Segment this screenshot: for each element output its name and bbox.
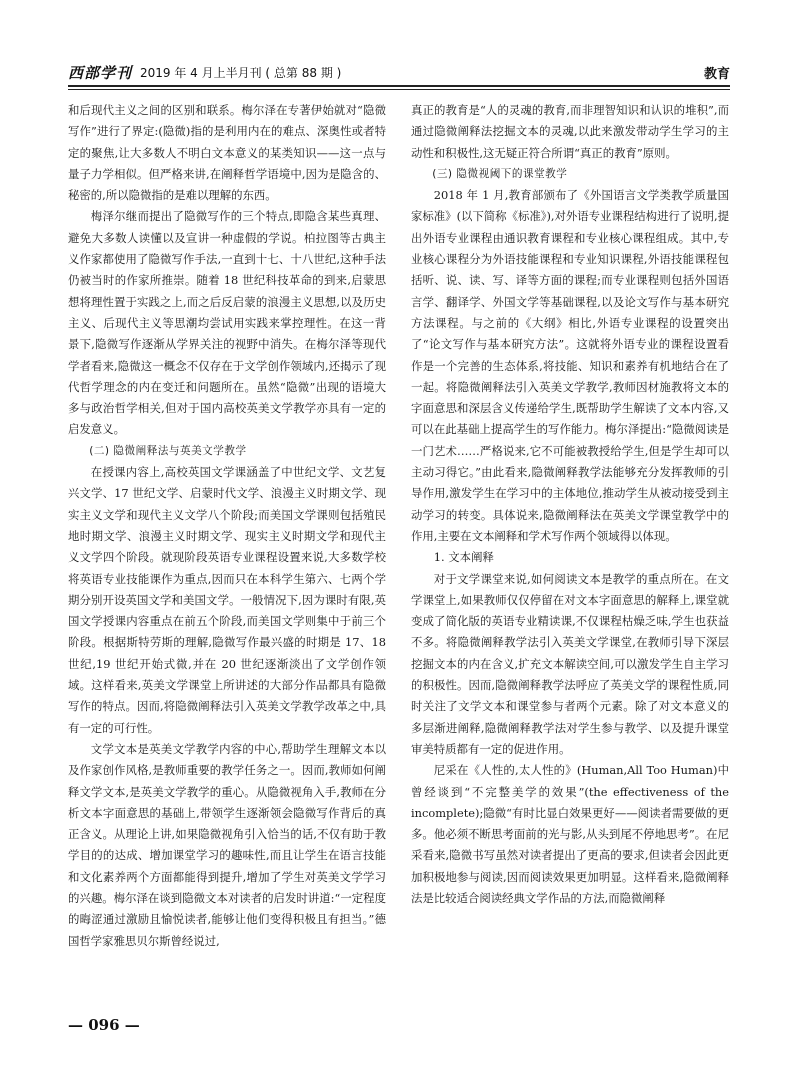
section-subheading: (三) 隐微视阈下的课堂教学 — [432, 167, 568, 180]
header-rule-thick — [68, 85, 730, 87]
paragraph: 尼采在《人性的,太人性的》(Human,All Too Human)中曾经谈到“不完整美学的效果”(the effectiveness of the incomplete);隐微“有时比显白效果更好——阅读者需要做的更多。他必须不断思考面前的光与影,从头到尾不停地思考”。在尼采看来,隐微书写虽然对读者提出了更高的要求,但读者会因此更加积极地参与阅读,因而阅读效果更加明显。这样看来,隐微阐释法是比较适合阅读经典文学作品的方法,而隐微阐释 — [411, 763, 729, 905]
paragraph: 和后现代主义之间的区别和联系。梅尔泽在专著伊始就对“隐微写作”进行了界定:(隐微)指的是利用内在的难点、深奥性或者特定的聚焦,让大多数人不明白文本意义的某类知识——这一点与量子力学相似。但严格来讲,在阐释哲学语境中,因为是隐含的、秘密的,所以隐微指的是难以理解的东西。 — [68, 103, 386, 203]
section-label: 教育 — [703, 67, 730, 82]
paragraph: 梅泽尔继而提出了隐微写作的三个特点,即隐含某些真理、避免大多数人读懂以及宣讲一种虚假的学说。柏拉图等古典主义作家都使用了隐微写作手法,一直到十七、十八世纪,这种手法仍被当时的作家所推崇。随着 18 世纪科技革命的到来,启蒙思想将理性置于实践之上,而之后反启蒙的浪漫主义思想,以及历史主义、后现代主义等思潮均尝试用实践来掌控理性。在这一背景下,隐微写作逐渐从学界关注的视野中消失。在梅尔泽等现代学者看来,隐微这一概念不仅存在于文学创作领域内,还揭示了现代哲学理念的内在变迁和问题所在。虽然“隐微”出现的语境大多与政治哲学相关,但对于国内高校英美文学教学亦具有一定的启发意义。 — [68, 209, 386, 437]
left-column — [68, 100, 386, 952]
page-number: — 096 — — [68, 1016, 140, 1034]
paragraph: 在授课内容上,高校英国文学课涵盖了中世纪文学、文艺复兴文学、17 世纪文学、启蒙时代文学、浪漫主义时期文学、现实主义文学和现代主义文学八个阶段;而美国文学课则包括殖民地时期文学、浪漫主义时期文学、现实主义时期文学和现代主义文学四个阶段。就现阶段英语专业课程设置来说,大多数学校将英语专业技能课作为重点,因而只在本科学生第六、七两个学期分别开设英国文学和美国文学。一般情况下,因为课时有限,英国文学授课内容重点在前五个阶段,而美国文学则集中于前三个阶段。根据斯特劳斯的理解,隐微写作最兴盛的时期是 17、18 世纪,19 世纪开始式微,并在 20 世纪逐渐淡出了文学创作领域。这样看来,英美文学课堂上所讲述的大部分作品都具有隐微写作的特点。因而,将隐微阐释法引入英美文学教学改革之中,具有一定的可行性。 — [68, 465, 386, 735]
paragraph: 文学文本是英美文学教学内容的中心,帮助学生理解文本以及作家创作风格,是教师重要的教学任务之一。因而,教师如何阐释文学文本,是英美文学教学的重心。从隐微视角入手,教师在分析文本字面意思的基础上,带领学生逐渐领会隐微写作背后的真正含义。从理论上讲,如果隐微视角引入恰当的话,不仅有助于教学目的的达成、增加课堂学习的趣味性,而且让学生在语言技能和文化素养两个方面都能得到提升,增加了学生对英美文学学习的兴趣。梅尔泽在谈到隐微文本对读者的启发时讲道:“一定程度的晦涩通过激励且愉悦读者,能够让他们变得积极且有担当。”德国哲学家雅思贝尔斯曾经说过, — [68, 741, 386, 948]
journal-masthead: 西部学刊 — [68, 64, 133, 82]
issue-info: 2019 年 4 月上半月刊 ( 总第 88 期 ) — [140, 66, 342, 80]
paragraph: 2018 年 1 月,教育部颁布了《外国语言文学类教学质量国家标准》(以下简称《标准》),对外语专业课程结构进行了说明,提出外语专业课程由通识教育课程和专业核心课程组成。其中,专业核心课程分为外语技能课程和专业知识课程,外语技能课程包括听、说、读、写、译等方面的课程;而专业课程则包括外国语言学、翻译学、外国文学等基础课程,以及论文写作与基本研究方法课程。与之前的《大纲》相比,外语专业课程的设置突出了“论文写作与基本研究方法”。这就将外语专业的课程设置看作是一个完善的生态体系,将技能、知识和素养有机地结合在了一起。将隐微阐释法引入英美文学教学,教师因材施教将文本的字面意思和深层含义传递给学生,既帮助学生解读了文本内容,又可以在此基础上提高学生的写作能力。梅尔泽提出:“隐微阅读是一门艺术……严格说来,它不可能被教授给学生,但是学生却可以主动习得它。”由此看来,隐微阐释教学法能够充分发挥教师的引导作用,激发学生在学习中的主体地位,推动学生从被动接受到主动学习的转变。具体说来,隐微阐释法在英美文学课堂教学中的作用,主要在文本阐释和学术写作两个领域得以体现。 — [411, 188, 729, 543]
header-rule-thin — [68, 89, 730, 90]
right-column — [411, 100, 729, 909]
paragraph: 1. 文本阐释 — [433, 550, 494, 565]
paragraph: 真正的教育是“人的灵魂的教育,而非理智知识和认识的堆积”,而通过隐微阐释法挖掘文本的灵魂,以此来激发带动学生学习的主动性和积极性,这无疑正符合所谓“真正的教育”原则。 — [411, 103, 729, 160]
section-subheading: (二) 隐微阐释法与英美文学教学 — [89, 444, 247, 457]
page-header — [68, 60, 730, 86]
paragraph: 对于文学课堂来说,如何阅读文本是教学的重点所在。在文学课堂上,如果教师仅仅停留在对文本字面意思的解释上,课堂就变成了简化版的英语专业精读课,不仅课程枯燥乏味,学生也获益不多。将隐微阐释教学法引入英美文学课堂,在教师引导下深层挖掘文本的内在含义,扩充文本解读空间,可以激发学生自主学习的积极性。因而,隐微阐释教学法呼应了英美文学的课程性质,同时关注了文学文本和课堂参与者两个元素。除了对文本意义的多层渐进阐释,隐微阐释教学法对学生参与教学、以及提升课堂审美特质都有一定的促进作用。 — [411, 571, 729, 756]
